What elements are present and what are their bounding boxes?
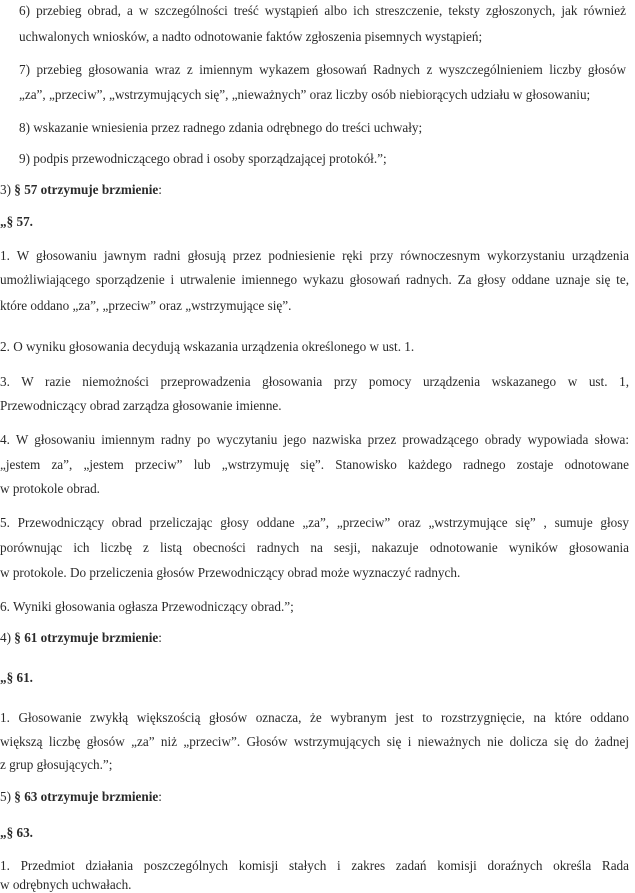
p57-1-line-3: które oddano „za”, „przeciw” oraz „wstrzymujące się”. [0, 298, 292, 313]
item-9-line-1: 9) podpis przewodniczącego obrad i osoby sporządzającej protokół.”; [19, 151, 387, 166]
section-63-title: „§ 63. [0, 825, 33, 840]
item-8-line-1: 8) wskazanie wniesienia przez radnego zdania odrębnego do treści uchwały; [19, 120, 423, 135]
amendment-4-heading: 4) § 61 otrzymuje brzmienie: [0, 630, 162, 645]
item-7-line-2: „za”, „przeciw”, „wstrzymujących się”, „nieważnych” oraz liczby osób niebiorących udziału w głosowaniu; [19, 87, 591, 102]
item-7-line-1: 7) przebieg głosowania wraz z imiennym wykazem głosowań Radnych z wyszczególnieniem liczby głosów [19, 62, 626, 77]
p61-1-line-2: większą liczbę głosów „za” niż „przeciw”. Głosów wstrzymujących się i nieważnych nie dolicza się do żadnej [0, 734, 629, 749]
p61-1-line-1: 1. Głosowanie zwykłą większością głosów oznacza, że wybranym jest to rozstrzygnięcie, na które oddano [0, 710, 629, 725]
p57-2-line-1: 2. O wyniku głosowania decydują wskazania urządzenia określonego w ust. 1. [0, 339, 415, 354]
p57-3-line-1: 3. W razie niemożności przeprowadzenia głosowania przy pomocy urządzenia wskazanego w ust. 1, [0, 374, 629, 389]
p61-1-line-3: z grup głosujących.”; [0, 757, 113, 772]
p57-1-line-2: umożliwiającego sporządzenie i utrwalenie imiennego wykazu głosowań radnych. Za głosy oddane uznaje się te, [0, 272, 629, 287]
p57-4-line-1: 4. W głosowaniu imiennym radny po wyczytaniu jego nazwiska przez prowadzącego obrady wypowiada słowa: [0, 432, 629, 447]
p57-5-line-1: 5. Przewodniczący obrad przeliczając głosy oddane „za”, „przeciw” oraz „wstrzymujące się” , sumuje głosy [0, 515, 629, 530]
p57-4-line-2: „jestem za”, „jestem przeciw” lub „wstrzymuję się”. Stanowisko każdego radnego zostaje odnotowane [0, 457, 629, 472]
amendment-3-heading: 3) § 57 otrzymuje brzmienie: [0, 182, 162, 197]
p57-6-line-1: 6. Wyniki głosowania ogłasza Przewodniczący obrad.”; [0, 599, 294, 614]
p57-3-line-2: Przewodniczący obrad zarządza głosowanie imienne. [0, 398, 282, 413]
p57-1-line-1: 1. W głosowaniu jawnym radni głosują przez podniesienie ręki przy równoczesnym wykorzystaniu urządzenia [0, 248, 629, 263]
section-61-title: „§ 61. [0, 670, 33, 685]
item-6-line-2: uchwalonych wniosków, a nadto odnotowanie faktów zgłoszenia pisemnych wystąpień; [19, 29, 483, 44]
p57-5-line-2: porównując ich liczbę z listą obecności radnych na sesji, nakazuje odnotowanie wyników głosowania [0, 540, 629, 555]
p57-4-line-3: w protokole obrad. [0, 481, 100, 496]
amendment-5-heading: 5) § 63 otrzymuje brzmienie: [0, 789, 162, 804]
p63-1-line-1: 1. Przedmiot działania poszczególnych komisji stałych i zakres zadań komisji doraźnych określa Rada [0, 858, 629, 873]
p63-1-line-2: w odrębnych uchwałach. [0, 877, 132, 892]
item-6-line-1: 6) przebieg obrad, a w szczególności treść wystąpień albo ich streszczenie, teksty zgłoszonych, jak również [19, 3, 626, 18]
section-57-title: „§ 57. [0, 214, 33, 229]
p57-5-line-3: w protokole. Do przeliczenia głosów Przewodniczący obrad może wyznaczyć radnych. [0, 565, 461, 580]
